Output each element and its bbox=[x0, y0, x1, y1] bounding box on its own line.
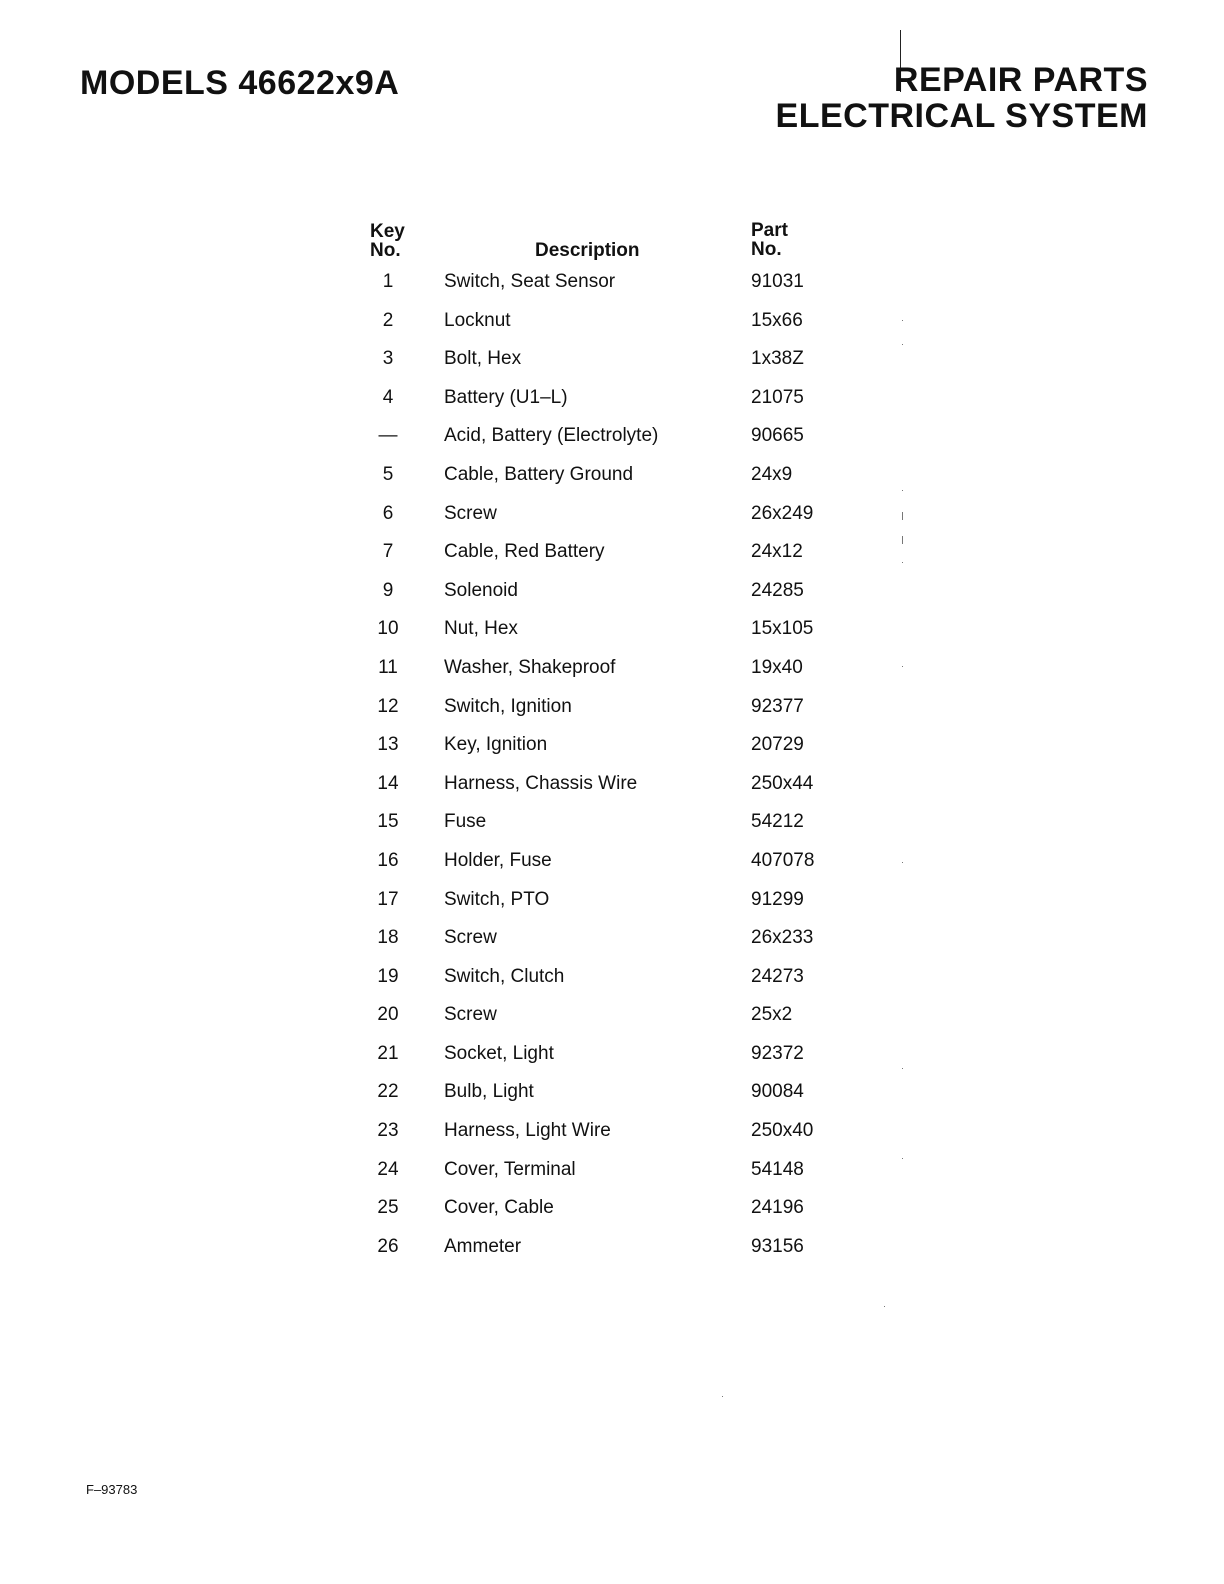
table-row bbox=[0, 387, 1224, 426]
table-row bbox=[0, 1081, 1224, 1120]
description-cell: Fuse bbox=[444, 811, 487, 833]
section-title-line1: REPAIR PARTS bbox=[893, 61, 1148, 99]
description-cell: Holder, Fuse bbox=[444, 849, 552, 871]
scan-speck bbox=[902, 562, 903, 563]
part-no-cell: 1x38Z bbox=[751, 348, 804, 370]
key-no-cell: 20 bbox=[377, 1004, 399, 1026]
description-cell: Bulb, Light bbox=[444, 1081, 534, 1103]
table-row bbox=[0, 1197, 1224, 1236]
scan-speck bbox=[902, 512, 903, 520]
description-cell: Battery (U1–L) bbox=[444, 386, 568, 408]
part-no-cell: 90665 bbox=[751, 425, 804, 447]
part-no-cell: 25x2 bbox=[751, 1004, 793, 1026]
part-no-cell: 15x105 bbox=[751, 618, 814, 640]
part-no-cell: 92377 bbox=[751, 695, 804, 717]
scan-speck bbox=[902, 1158, 903, 1159]
key-no-cell: 7 bbox=[382, 541, 394, 563]
key-no-cell: 14 bbox=[377, 772, 399, 794]
models-title: MODELS 46622x9A bbox=[80, 64, 400, 102]
table-row bbox=[0, 541, 1224, 580]
scan-speck bbox=[902, 862, 903, 863]
column-header-key-line1: Key bbox=[370, 221, 405, 242]
description-cell: Nut, Hex bbox=[444, 618, 518, 640]
key-no-cell: 5 bbox=[382, 463, 394, 485]
scan-speck bbox=[902, 1068, 903, 1069]
key-no-cell: 22 bbox=[377, 1081, 399, 1103]
part-no-cell: 250x44 bbox=[751, 772, 814, 794]
table-row bbox=[0, 1043, 1224, 1082]
part-no-cell: 90084 bbox=[751, 1081, 804, 1103]
table-row bbox=[0, 618, 1224, 657]
table-row bbox=[0, 773, 1224, 812]
table-row bbox=[0, 811, 1224, 850]
part-no-cell: 91031 bbox=[751, 271, 804, 292]
key-no-cell: 26 bbox=[377, 1235, 399, 1257]
table-row bbox=[0, 271, 1224, 310]
key-no-cell: 10 bbox=[377, 618, 399, 640]
description-cell: Cover, Terminal bbox=[444, 1158, 576, 1180]
description-cell: Solenoid bbox=[444, 579, 518, 601]
key-no-cell: 19 bbox=[377, 965, 399, 987]
part-no-cell: 26x249 bbox=[751, 502, 814, 524]
table-row bbox=[0, 966, 1224, 1005]
description-cell: Cable, Red Battery bbox=[444, 541, 605, 563]
description-cell: Cable, Battery Ground bbox=[444, 463, 634, 485]
key-no-cell: — bbox=[378, 425, 398, 447]
key-no-cell: 12 bbox=[377, 695, 399, 717]
key-no-cell: 24 bbox=[377, 1158, 399, 1180]
table-row bbox=[0, 425, 1224, 464]
description-cell: Screw bbox=[444, 927, 497, 949]
part-no-cell: 54212 bbox=[751, 811, 804, 833]
description-cell: Cover, Cable bbox=[444, 1197, 554, 1219]
table-row bbox=[0, 696, 1224, 735]
scan-speck bbox=[902, 666, 903, 667]
table-row bbox=[0, 889, 1224, 928]
scan-speck bbox=[884, 1306, 885, 1307]
part-no-cell: 24273 bbox=[751, 965, 804, 987]
scan-speck bbox=[902, 320, 903, 321]
scan-speck bbox=[902, 490, 903, 491]
description-cell: Bolt, Hex bbox=[444, 348, 522, 370]
parts-table bbox=[0, 271, 1224, 1274]
key-no-cell: 13 bbox=[377, 734, 399, 756]
table-row bbox=[0, 734, 1224, 773]
table-row bbox=[0, 850, 1224, 889]
part-no-cell: 92372 bbox=[751, 1042, 804, 1064]
table-row bbox=[0, 503, 1224, 542]
table-row bbox=[0, 1120, 1224, 1159]
table-row bbox=[0, 1159, 1224, 1198]
table-row bbox=[0, 657, 1224, 696]
description-cell: Harness, Light Wire bbox=[444, 1120, 611, 1142]
description-cell: Acid, Battery (Electrolyte) bbox=[444, 425, 659, 447]
description-cell: Harness, Chassis Wire bbox=[444, 772, 638, 794]
key-no-cell: 9 bbox=[382, 579, 394, 601]
key-no-cell: 6 bbox=[382, 502, 394, 524]
table-row bbox=[0, 464, 1224, 503]
part-no-cell: 407078 bbox=[751, 849, 815, 871]
part-no-cell: 54148 bbox=[751, 1158, 804, 1180]
column-header-key-no bbox=[370, 222, 405, 260]
key-no-cell: 23 bbox=[377, 1120, 399, 1142]
table-row bbox=[0, 1004, 1224, 1043]
description-cell: Ammeter bbox=[444, 1235, 522, 1257]
table-row bbox=[0, 927, 1224, 966]
key-no-cell: 17 bbox=[377, 888, 399, 910]
key-no-cell: 1 bbox=[382, 271, 394, 292]
description-cell: Screw bbox=[444, 1004, 497, 1026]
part-no-cell: 91299 bbox=[751, 888, 804, 910]
table-row bbox=[0, 580, 1224, 619]
column-header-description: Description bbox=[535, 240, 640, 261]
part-no-cell: 20729 bbox=[751, 734, 804, 756]
column-header-part-line2: No. bbox=[751, 239, 782, 260]
key-no-cell: 3 bbox=[382, 348, 394, 370]
table-row bbox=[0, 1236, 1224, 1275]
description-cell: Key, Ignition bbox=[444, 734, 548, 756]
key-no-cell: 21 bbox=[377, 1042, 399, 1064]
column-header-key-line2: No. bbox=[370, 240, 401, 261]
part-no-cell: 21075 bbox=[751, 386, 804, 408]
column-header-part-no bbox=[751, 221, 788, 259]
description-cell: Locknut bbox=[444, 309, 511, 331]
key-no-cell: 2 bbox=[382, 309, 394, 331]
key-no-cell: 25 bbox=[377, 1197, 399, 1219]
part-no-cell: 250x40 bbox=[751, 1120, 814, 1142]
scan-speck bbox=[722, 1396, 723, 1397]
part-no-cell: 93156 bbox=[751, 1235, 804, 1257]
key-no-cell: 4 bbox=[382, 386, 394, 408]
description-cell: Switch, Ignition bbox=[444, 695, 572, 717]
table-row bbox=[0, 348, 1224, 387]
part-no-cell: 24196 bbox=[751, 1197, 804, 1219]
section-title-line2: ELECTRICAL SYSTEM bbox=[775, 97, 1148, 135]
scan-speck bbox=[902, 344, 903, 345]
description-cell: Switch, Clutch bbox=[444, 965, 565, 987]
description-cell: Screw bbox=[444, 502, 497, 524]
part-no-cell: 24x12 bbox=[751, 541, 803, 563]
section-title bbox=[776, 62, 1148, 134]
footer-code: F–93783 bbox=[86, 1482, 138, 1497]
description-cell: Socket, Light bbox=[444, 1042, 554, 1064]
key-no-cell: 11 bbox=[378, 656, 398, 678]
key-no-cell: 18 bbox=[377, 927, 399, 949]
part-no-cell: 26x233 bbox=[751, 927, 814, 949]
key-no-cell: 16 bbox=[377, 849, 399, 871]
description-cell: Switch, Seat Sensor bbox=[444, 271, 616, 292]
part-no-cell: 24285 bbox=[751, 579, 804, 601]
part-no-cell: 19x40 bbox=[751, 656, 803, 678]
description-cell: Switch, PTO bbox=[444, 888, 550, 910]
part-no-cell: 15x66 bbox=[751, 309, 803, 331]
scan-speck bbox=[902, 536, 903, 544]
description-cell: Washer, Shakeproof bbox=[444, 656, 616, 678]
key-no-cell: 15 bbox=[377, 811, 399, 833]
part-no-cell: 24x9 bbox=[751, 463, 793, 485]
column-header-part-line1: Part bbox=[751, 220, 788, 241]
table-row bbox=[0, 310, 1224, 349]
